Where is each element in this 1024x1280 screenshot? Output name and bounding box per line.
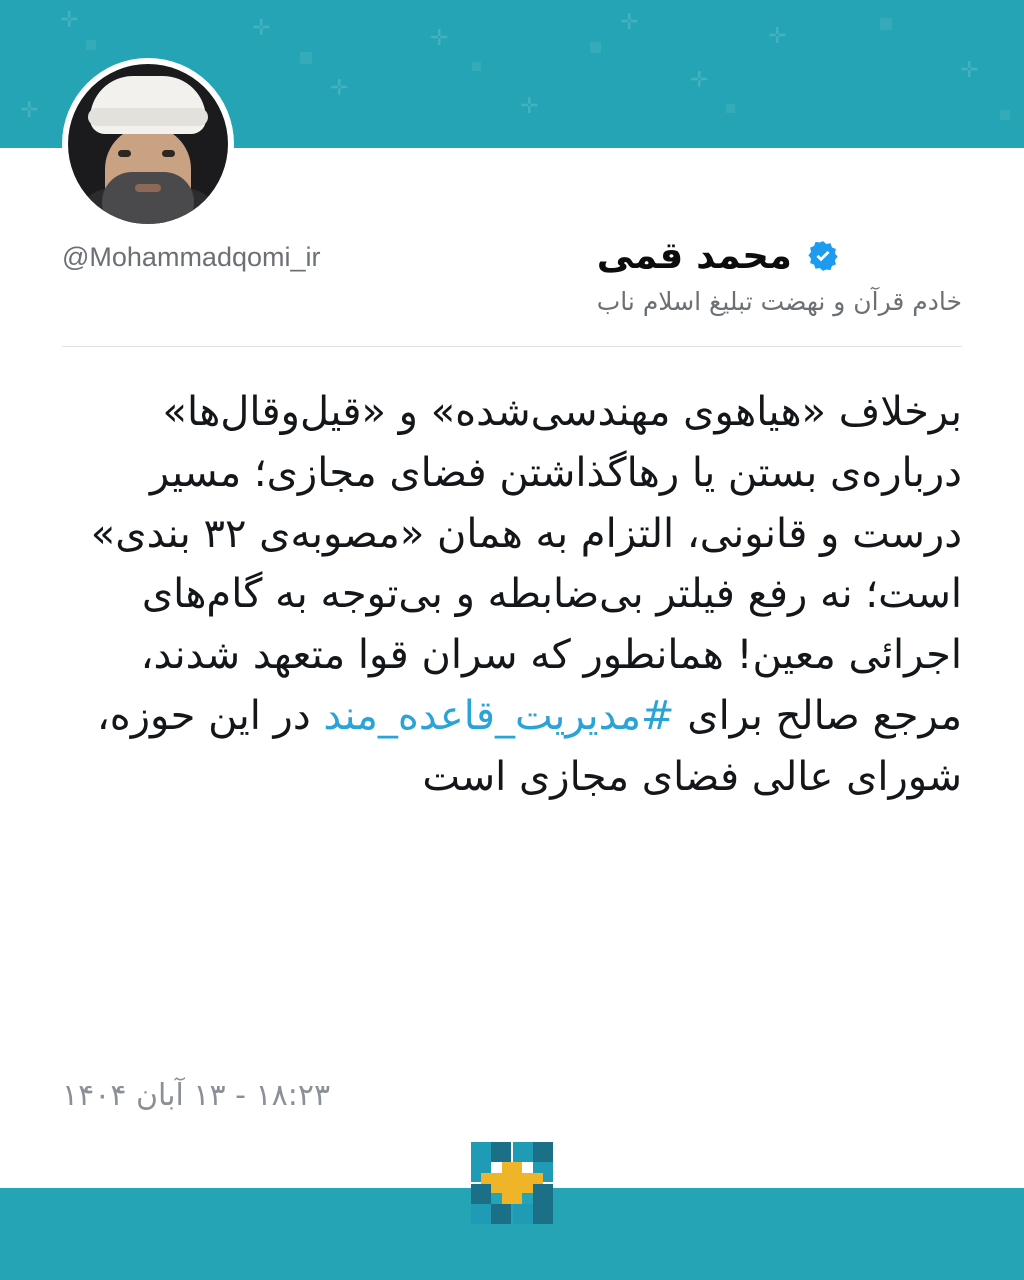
hashtag-link[interactable]: #مدیریت_قاعده_مند <box>323 692 675 739</box>
avatar-image <box>68 64 228 224</box>
divider <box>62 346 962 347</box>
background-pattern: ✛ ✛ ✛ ✛ ✛ ✛ ✛ ✛ ✛ ✛ <box>0 0 1024 148</box>
avatar-mouth <box>135 184 161 192</box>
profile-handle[interactable]: @Mohammadqomi_ir <box>62 242 321 272</box>
tweet-text-part-1: برخلاف «هیاهوی مهندسی‌شده» و «قیل‌وقال‌ها» درباره‌ی بستن یا رهاگذاشتن فضای مجازی؛ مسیر درست و قانونی، التزام به همان «مصوبه‌ی ۳۲ بندی» است؛ نه رفع فیلتر بی‌ضابطه و بی‌توجه به گام‌های اجرائی معین! همانطور که سران قوا متعهد شدند، مرجع صالح برای <box>90 389 962 739</box>
profile-bio: خادم قرآن و نهضت تبلیغ اسلام ناب <box>596 286 962 316</box>
tweet-text <box>62 382 962 808</box>
avatar-eye-left <box>118 150 131 157</box>
display-name: محمد قمی <box>596 234 792 277</box>
profile-name-block <box>597 236 962 316</box>
avatar[interactable] <box>62 58 234 230</box>
avatar-beard <box>102 172 194 224</box>
avatar-eye-right <box>162 150 175 157</box>
profile-handle-block <box>62 236 321 273</box>
display-name-row <box>597 236 962 277</box>
tweet-timestamp: ۱۸:۲۳ - ۱۳ آبان ۱۴۰۴ <box>62 1078 331 1113</box>
pixel-ornament-icon <box>471 1142 553 1224</box>
avatar-turban-band <box>88 108 208 126</box>
verified-badge-icon <box>806 239 840 273</box>
tweet-text-part-2: در این حوزه، شورای عالی فضای مجازی است <box>96 692 962 800</box>
profile-identity <box>0 236 1024 346</box>
